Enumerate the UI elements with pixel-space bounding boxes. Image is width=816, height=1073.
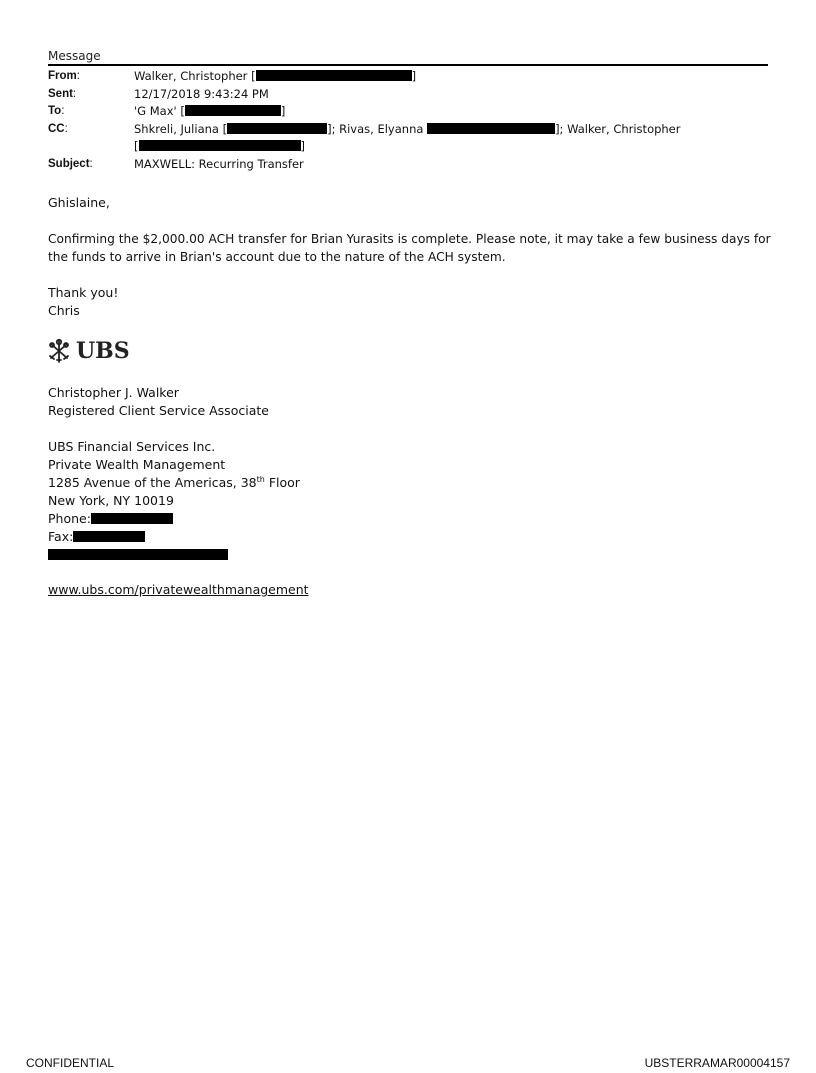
phone-line: Phone: bbox=[48, 510, 768, 528]
from-label: From: bbox=[48, 70, 80, 82]
sign-name: Chris bbox=[48, 303, 80, 318]
redaction-block bbox=[256, 70, 412, 81]
cc-value-continued: [ ] bbox=[134, 139, 305, 153]
redaction-block bbox=[185, 105, 281, 116]
fax-line: Fax: bbox=[48, 528, 768, 546]
ubs-keys-icon bbox=[48, 338, 70, 364]
signature-name: Christopher J. Walker bbox=[48, 385, 179, 400]
company-name: UBS Financial Services Inc. bbox=[48, 439, 216, 454]
redaction-block bbox=[91, 513, 173, 524]
cc-row bbox=[48, 121, 768, 139]
signature-block bbox=[48, 384, 768, 420]
cc-value: Shkreli, Juliana [ ]; Rivas, Elyanna ]; Walker, Christopher bbox=[134, 121, 681, 136]
website-line bbox=[48, 581, 768, 599]
from-value: Walker, Christopher [ ] bbox=[134, 69, 417, 83]
footer-confidential: CONFIDENTIAL bbox=[26, 1056, 115, 1070]
city-line: New York, NY 10019 bbox=[48, 493, 174, 508]
redaction-block bbox=[227, 123, 327, 134]
closing bbox=[48, 284, 768, 320]
sent-value: 12/17/2018 9:43:24 PM bbox=[134, 86, 269, 101]
subject-row bbox=[48, 156, 768, 174]
subject-label: Subject: bbox=[48, 157, 93, 170]
signature-title: Registered Client Service Associate bbox=[48, 403, 269, 418]
message-paragraph bbox=[48, 230, 771, 266]
to-row bbox=[48, 103, 768, 121]
paragraph-line: the funds to arrive in Brian's account due to the nature of the ACH system. bbox=[48, 250, 506, 264]
ubs-logo bbox=[48, 336, 130, 366]
redaction-block bbox=[48, 549, 228, 560]
greeting: Ghislaine, bbox=[48, 195, 110, 210]
street-address: 1285 Avenue of the Americas, 38th Floor bbox=[48, 475, 300, 490]
division-name: Private Wealth Management bbox=[48, 457, 226, 472]
to-value: 'G Max' [ ] bbox=[134, 104, 286, 118]
footer-bates-number: UBSTERRAMAR00004157 bbox=[644, 1056, 790, 1070]
header-divider bbox=[48, 64, 768, 66]
redaction-block bbox=[427, 123, 555, 134]
subject-value: MAXWELL: Recurring Transfer bbox=[134, 156, 304, 171]
cc-label: CC: bbox=[48, 122, 68, 135]
redaction-block bbox=[73, 531, 145, 542]
ubs-logo-text: UBS bbox=[76, 338, 130, 364]
redaction-block bbox=[139, 140, 301, 151]
email-line bbox=[48, 546, 768, 564]
sent-row bbox=[48, 86, 768, 104]
email-header bbox=[48, 68, 768, 173]
to-label: To: bbox=[48, 105, 65, 117]
from-row bbox=[48, 68, 768, 86]
paragraph-line: Confirming the $2,000.00 ACH transfer for Brian Yurasits is complete. Please note, it may take a few business days for bbox=[48, 232, 771, 246]
signature-address bbox=[48, 438, 768, 564]
message-label: Message bbox=[48, 49, 101, 63]
cc-row-continued bbox=[48, 138, 768, 156]
website-link[interactable]: www.ubs.com/privatewealthmanagement bbox=[48, 582, 309, 597]
sent-label: Sent: bbox=[48, 87, 77, 100]
thanks-text: Thank you! bbox=[48, 285, 119, 300]
